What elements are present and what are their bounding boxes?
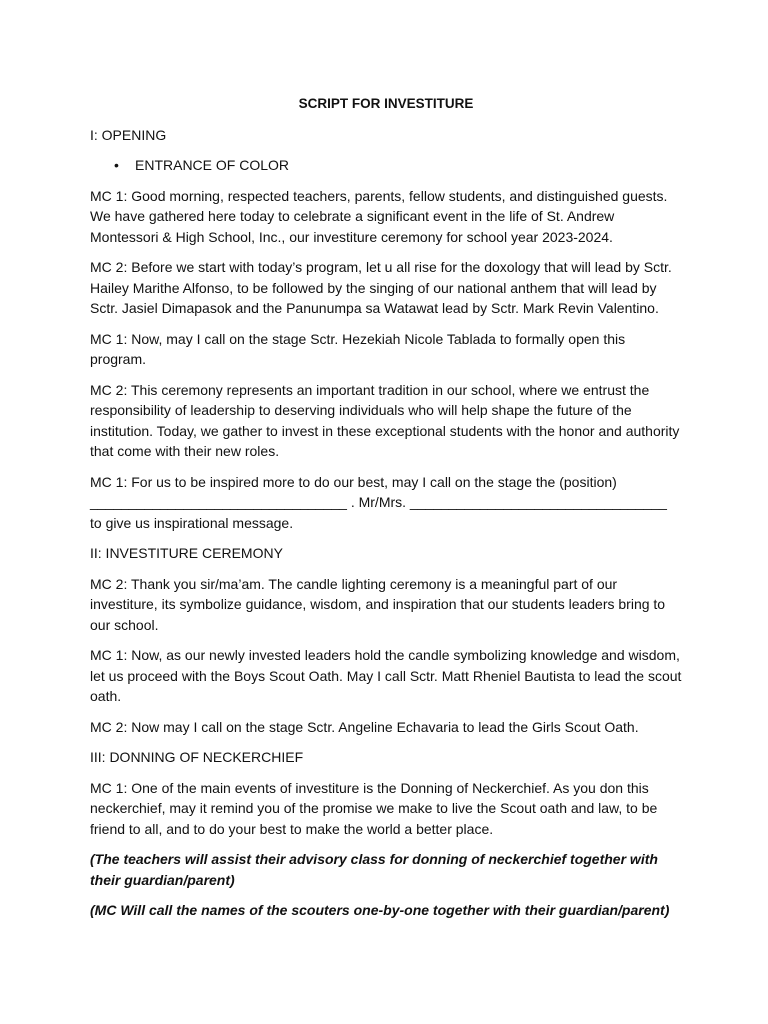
stage-direction-note: (The teachers will assist their advisory class for donning of neckerchief together with their guardian/parent)	[90, 851, 658, 888]
paragraph: MC 1: Now, may I call on the stage Sctr. Hezekiah Nicole Tablada to formally open this program.	[90, 330, 626, 367]
paragraph-with-blanks: MC 1: For us to be inspired more to do our best, may I call on the stage the (position) _________________________________ . Mr/Mrs. _________________________________ to give us inspirational message.	[90, 473, 667, 531]
paragraph: MC 1: One of the main events of investiture is the Donning of Neckerchief. As you don this neckerchief, may it remind you of the promise we make to live the Scout oath and law, to be friend to all, and to do your best to make the world a better place.	[90, 779, 658, 837]
section-heading-investiture: II: INVESTITURE CEREMONY	[90, 545, 283, 561]
bullet-item-entrance-of-color	[90, 155, 682, 176]
paragraph: MC 1: Now, as our newly invested leaders hold the candle symbolizing knowledge and wisdom, let us proceed with the Boys Scout Oath. May I call Sctr. Matt Rheniel Bautista to lead the scout oath.	[90, 647, 682, 704]
paragraph: MC 1: Good morning, respected teachers, parents, fellow students, and distinguished guests. We have gathered here today to celebrate a significant event in the life of St. Andrew Montessori & High School, Inc., our investiture ceremony for school year 2023-2024.	[90, 187, 668, 245]
document-title: SCRIPT FOR INVESTITURE	[298, 96, 474, 111]
bullet-icon: •	[114, 157, 119, 173]
section-heading-opening: I: OPENING	[90, 126, 167, 143]
bullet-item-label: ENTRANCE OF COLOR	[135, 157, 290, 173]
opening-bullet-list	[90, 155, 682, 176]
paragraph: MC 2: Now may I call on the stage Sctr. Angeline Echavaria to lead the Girls Scout Oath.	[90, 718, 639, 735]
stage-direction-note: (MC Will call the names of the scouters one-by-one together with their guardian/parent)	[90, 902, 670, 918]
section-heading-donning: III: DONNING OF NECKERCHIEF	[90, 749, 304, 765]
paragraph: MC 2: Before we start with today’s program, let u all rise for the doxology that will lead by Sctr. Hailey Marithe Alfonso, to be followed by the singing of our national anthem that will lead by Sctr. Jasiel Dimapasok and the Panunumpa sa Watawat lead by Sctr. Mark Revin Valentino.	[90, 259, 672, 316]
paragraph: MC 2: Thank you sir/ma’am. The candle lighting ceremony is a meaningful part of our investiture, its symbolize guidance, wisdom, and inspiration that our students leaders bring to our school.	[90, 575, 666, 633]
paragraph: MC 2: This ceremony represents an important tradition in our school, where we entrust the responsibility of leadership to deserving individuals who will help shape the future of the institution. Today, we gather to invest in these exceptional students with the honor and authority that come with their new roles.	[90, 381, 680, 459]
